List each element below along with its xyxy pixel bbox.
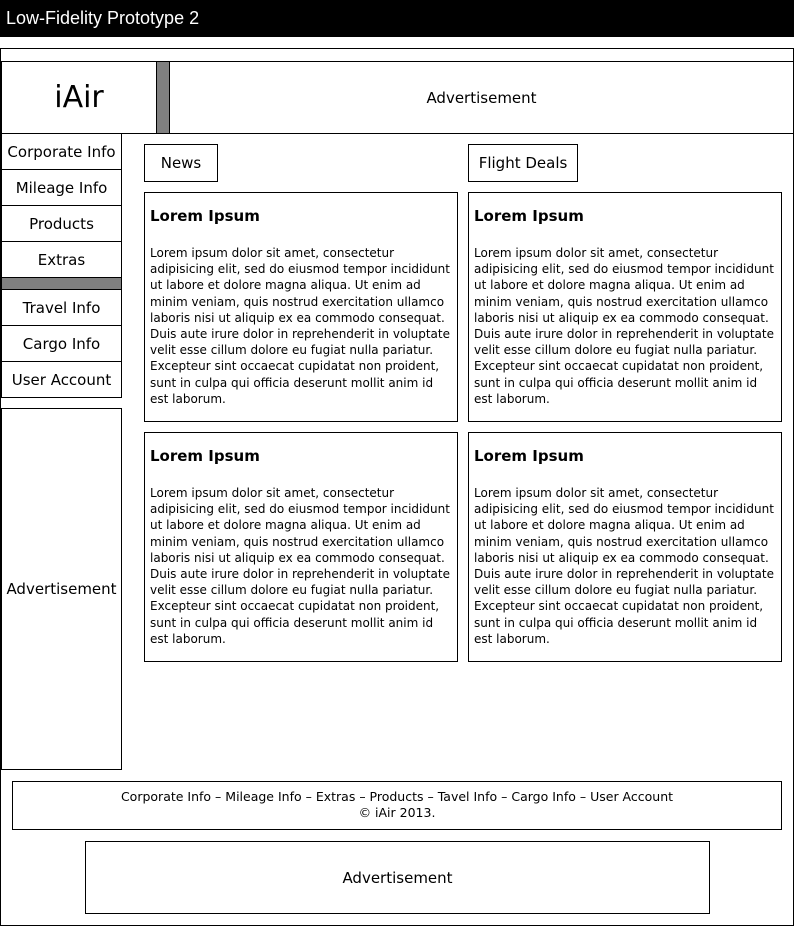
window-title-bar: [0, 0, 794, 37]
footer-separator: –: [575, 789, 591, 804]
tab-label: News: [160, 154, 202, 172]
logo: iAir: [54, 80, 104, 115]
card-title: Lorem Ipsum: [474, 207, 584, 225]
header-advertisement[interactable]: [169, 61, 794, 134]
tab-label: Flight Deals: [478, 154, 568, 172]
flight-deal-card[interactable]: [468, 192, 782, 422]
sidebar-item-label: Cargo Info: [22, 334, 101, 353]
tab-news[interactable]: [144, 144, 218, 182]
sidebar-item-products[interactable]: [1, 205, 122, 242]
window-title: Low-Fidelity Prototype 2: [6, 8, 200, 28]
card-title: Lorem Ipsum: [150, 447, 260, 465]
sidebar-advertisement[interactable]: [1, 408, 122, 770]
header-advertisement-label: Advertisement: [426, 88, 537, 107]
card-body: Lorem ipsum dolor sit amet, consectetur adipisicing elit, sed do eiusmod tempor incididunt ut labore et dolore magna aliqua. Ut enim ad minim veniam, quis nostrud exercitation ullamco laboris nisi ut aliquip ex ea commodo consequat. Duis aute irure dolor in reprehenderit in voluptate velit esse cillum dolore eu fugiat nulla pariatur. Excepteur sint occaecat cupidatat non proident, sunt in culpa qui officia deserunt mollit anim id est laborum.: [150, 246, 450, 406]
footer-separator: –: [211, 789, 226, 804]
footer-links-box: [12, 781, 782, 830]
card-title: Lorem Ipsum: [474, 447, 584, 465]
card-body: Lorem ipsum dolor sit amet, consectetur adipisicing elit, sed do eiusmod tempor incididunt ut labore et dolore magna aliqua. Ut enim ad minim veniam, quis nostrud exercitation ullamco laboris nisi ut aliquip ex ea commodo consequat. Duis aute irure dolor in reprehenderit in voluptate velit esse cillum dolore eu fugiat nulla pariatur. Excepteur sint occaecat cupidatat non proident, sunt in culpa qui officia deserunt mollit anim id est laborum.: [474, 246, 774, 406]
logo-box[interactable]: [1, 61, 157, 134]
tab-flight-deals[interactable]: [468, 144, 578, 182]
footer-separator: –: [301, 789, 316, 804]
footer-link-cargo-info[interactable]: Cargo Info: [511, 789, 576, 804]
sidebar-item-label: Products: [29, 214, 94, 233]
footer-separator: –: [355, 789, 370, 804]
footer-advertisement-label: Advertisement: [342, 868, 453, 887]
card-body: Lorem ipsum dolor sit amet, consectetur adipisicing elit, sed do eiusmod tempor incididunt ut labore et dolore magna aliqua. Ut enim ad minim veniam, quis nostrud exercitation ullamco laboris nisi ut aliquip ex ea commodo consequat. Duis aute irure dolor in reprehenderit in voluptate velit esse cillum dolore eu fugiat nulla pariatur. Excepteur sint occaecat cupidatat non proident, sunt in culpa qui officia deserunt mollit anim id est laborum.: [150, 486, 450, 646]
sidebar-item-extras[interactable]: [1, 241, 122, 278]
footer-nav: [13, 789, 781, 805]
sidebar-item-user-account[interactable]: [1, 361, 122, 398]
sidebar-item-label: Extras: [37, 250, 86, 269]
card-body: Lorem ipsum dolor sit amet, consectetur adipisicing elit, sed do eiusmod tempor incididunt ut labore et dolore magna aliqua. Ut enim ad minim veniam, quis nostrud exercitation ullamco laboris nisi ut aliquip ex ea commodo consequat. Duis aute irure dolor in reprehenderit in voluptate velit esse cillum dolore eu fugiat nulla pariatur. Excepteur sint occaecat cupidatat non proident, sunt in culpa qui officia deserunt mollit anim id est laborum.: [474, 486, 774, 646]
sidebar-item-label: User Account: [11, 370, 112, 389]
footer-advertisement[interactable]: [85, 841, 710, 914]
sidebar-item-label: Travel Info: [22, 298, 101, 317]
news-card[interactable]: [144, 192, 458, 422]
sidebar-item-travel-info[interactable]: [1, 289, 122, 326]
copyright: © iAir 2013.: [358, 805, 436, 820]
footer-link-mileage-info[interactable]: Mileage Info: [225, 789, 302, 804]
sidebar-item-label: Corporate Info: [7, 142, 116, 161]
footer-link-travel-info[interactable]: Tavel Info: [437, 789, 498, 804]
card-title: Lorem Ipsum: [150, 207, 260, 225]
footer-separator: –: [423, 789, 438, 804]
footer-link-corporate-info[interactable]: Corporate Info: [120, 789, 212, 804]
sidebar-item-cargo-info[interactable]: [1, 325, 122, 362]
sidebar-item-label: Mileage Info: [15, 178, 108, 197]
sidebar-advertisement-label: Advertisement: [6, 580, 117, 598]
header-separator: [156, 61, 170, 134]
sidebar-item-mileage-info[interactable]: [1, 169, 122, 206]
sidebar-item-corporate-info[interactable]: [1, 133, 122, 170]
footer-link-user-account[interactable]: User Account: [590, 789, 674, 804]
footer-separator: –: [497, 789, 512, 804]
footer-link-extras[interactable]: Extras: [315, 789, 356, 804]
footer-link-products[interactable]: Products: [369, 789, 424, 804]
news-card[interactable]: [144, 432, 458, 662]
flight-deal-card[interactable]: [468, 432, 782, 662]
